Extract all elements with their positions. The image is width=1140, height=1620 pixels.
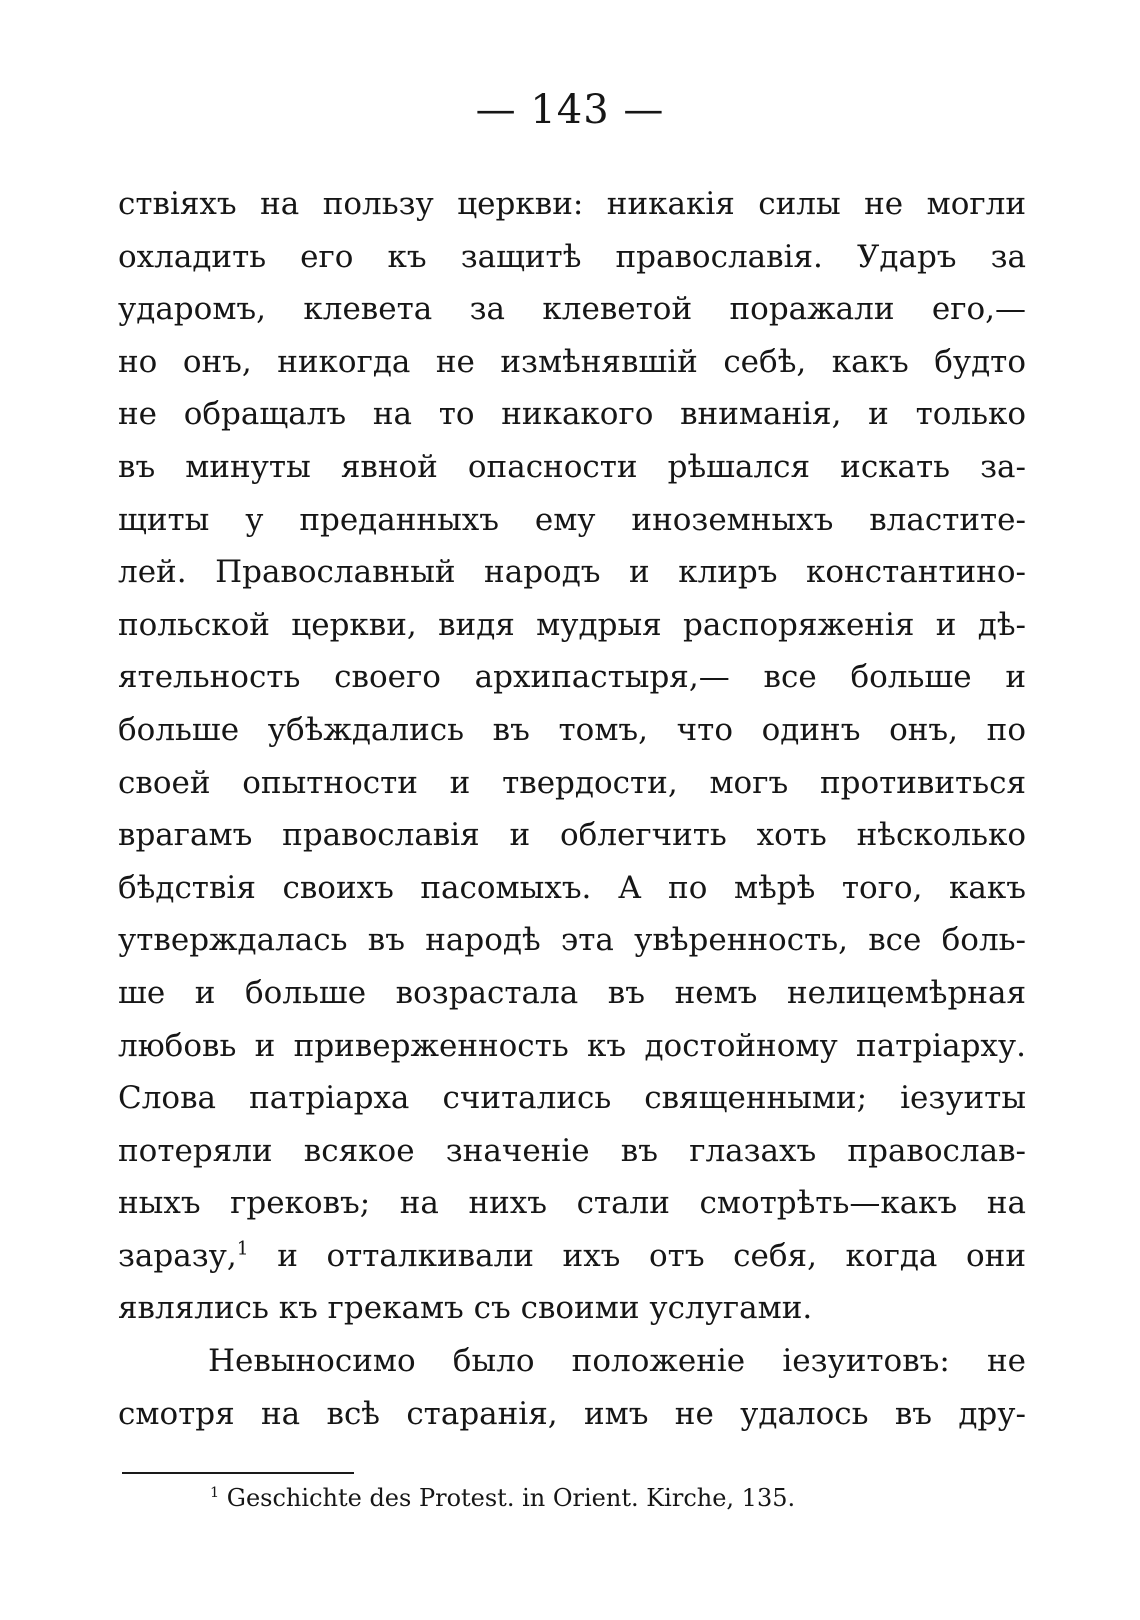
text-segment: заразу,	[118, 1237, 237, 1274]
text-line: ныхъ грековъ; на нихъ стали смотрѣть—какъ на	[118, 1185, 1026, 1222]
text-line: не обращалъ на то никакого вниманія, и только	[118, 396, 1026, 433]
text-line: лей. Православный народъ и клиръ константино-	[118, 554, 1026, 591]
text-line: охладить его къ защитѣ православія. Ударъ за	[118, 238, 1026, 275]
footnote-divider	[122, 1472, 354, 1474]
text-line: ударомъ, клевета за клеветой поражали его,—	[118, 291, 1026, 328]
text-segment: и отталкивали ихъ отъ себя, когда они	[277, 1237, 1026, 1274]
footnote-text: Geschichte des Protest. in Orient. Kirche, 135.	[226, 1484, 796, 1512]
paragraph-first-line: Невыносимо было положеніе іезуитовъ: не	[208, 1343, 1026, 1380]
footnote-reference: 1	[236, 1238, 249, 1260]
text-line: Слова патріарха считались священными; іезуиты	[118, 1080, 1026, 1117]
page-number: — 143 —	[475, 87, 665, 133]
text-line: польской церкви, видя мудрыя распоряженія и дѣ-	[118, 606, 1026, 643]
text-line: ствіяхъ на пользу церкви: никакія силы не могли	[118, 186, 1026, 222]
text-line: потеряли всякое значеніе въ глазахъ православ-	[118, 1132, 1026, 1169]
text-line: ше и больше возрастала въ немъ нелицемѣрная	[118, 974, 1026, 1011]
footnote-mark: 1	[210, 1485, 220, 1501]
text-line-with-footnote	[118, 1230, 1026, 1283]
text-line: ятельность своего архипастыря,— все больше и	[118, 659, 1026, 696]
text-line: но онъ, никогда не измѣнявшій себѣ, какъ будто	[118, 343, 1026, 380]
text-line: смотря на всѣ старанія, имъ не удалось въ дру-	[118, 1395, 1026, 1432]
text-line: щиты у преданныхъ ему иноземныхъ властите-	[118, 501, 1026, 538]
text-line: являлись къ грекамъ съ своими услугами.	[118, 1290, 813, 1327]
text-line: врагамъ православія и облегчить хоть нѣсколько	[118, 817, 1026, 854]
body-text	[118, 178, 1026, 1440]
text-line: любовь и приверженность къ достойному патріарху.	[118, 1027, 1026, 1064]
text-line: больше убѣждались въ томъ, что одинъ онъ, по	[118, 711, 1026, 748]
text-line: своей опытности и твердости, могъ противиться	[118, 764, 1026, 801]
text-line: въ минуты явной опасности рѣшался искать за-	[118, 448, 1026, 485]
text-line: бѣдствія своихъ пасомыхъ. А по мѣрѣ того, какъ	[118, 869, 1026, 906]
footnote	[210, 1480, 795, 1516]
text-line: утверждалась въ народѣ эта увѣренность, все боль-	[118, 922, 1026, 959]
